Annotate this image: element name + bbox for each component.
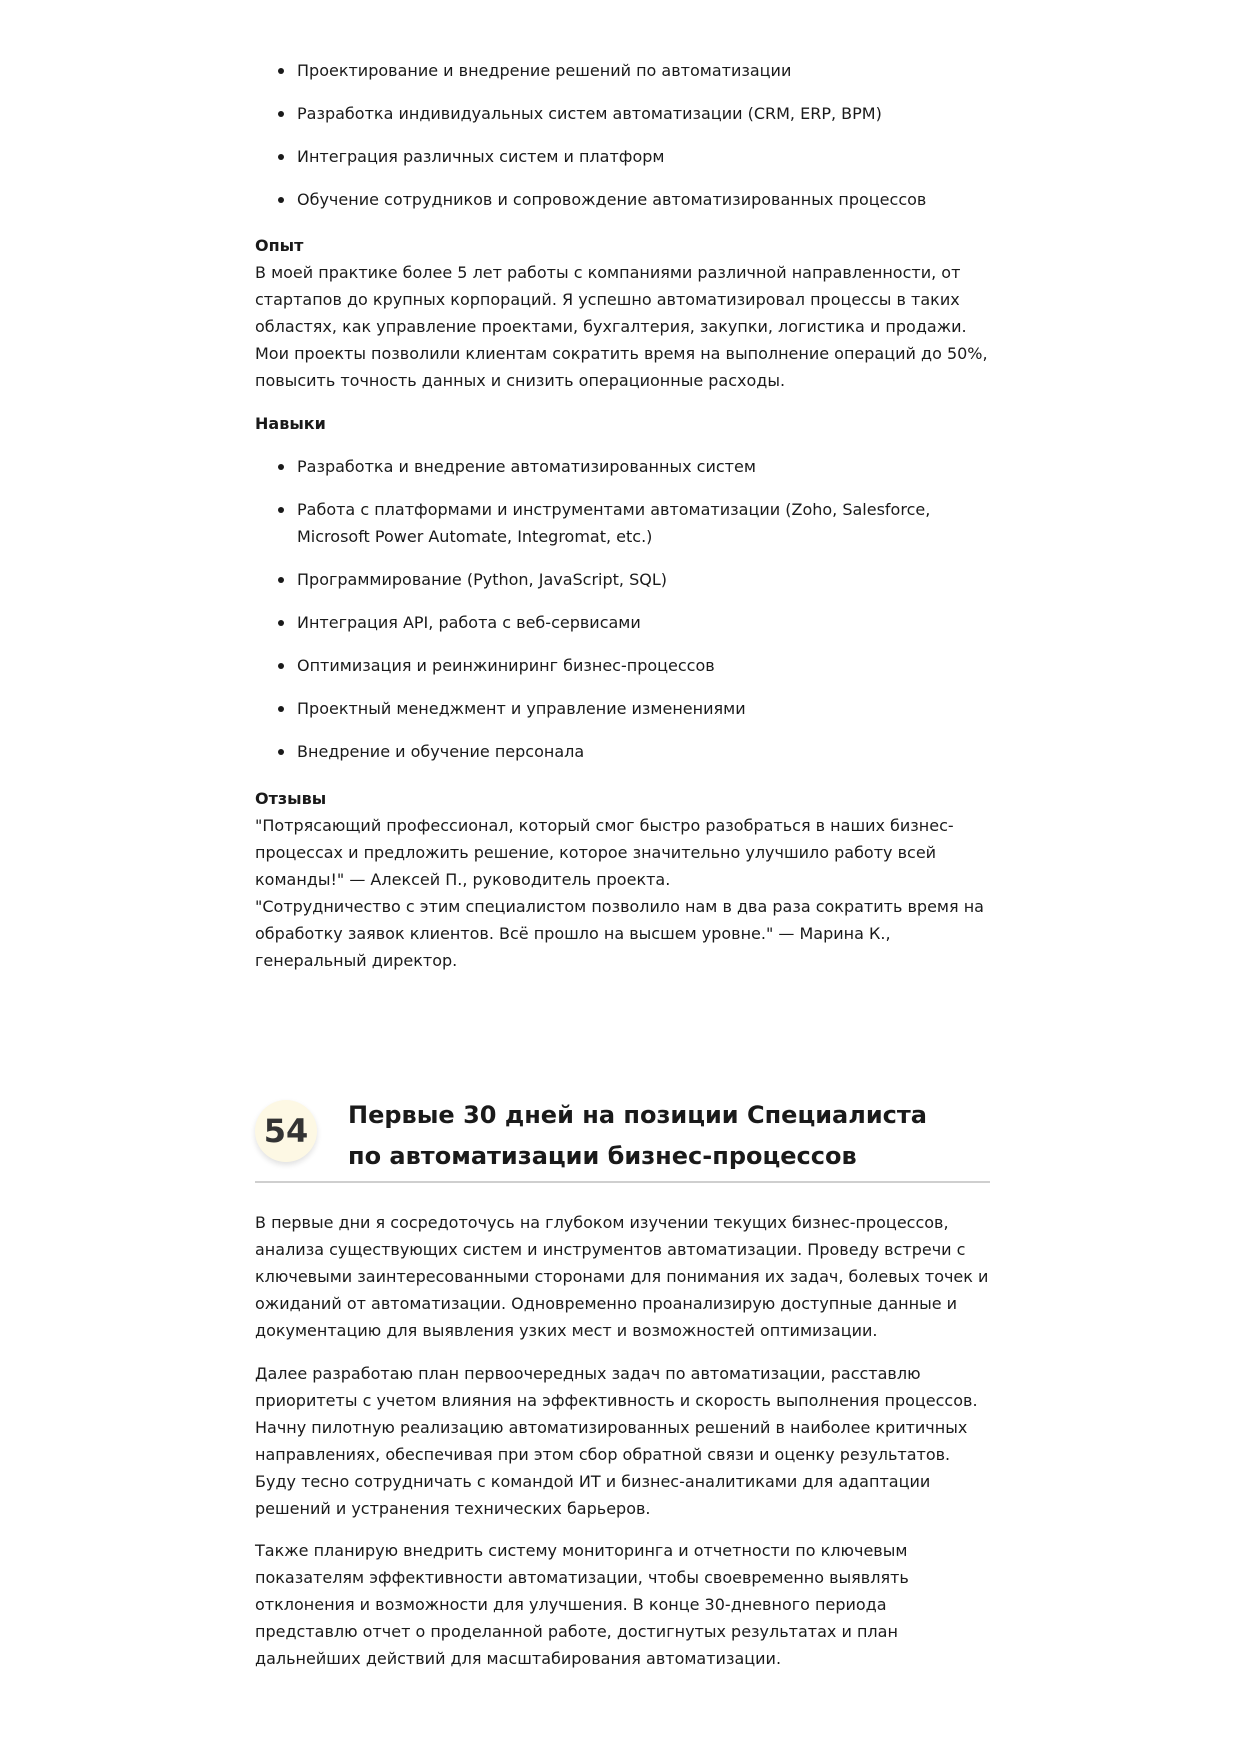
skills-list (255, 453, 990, 781)
section-title: Первые 30 дней на позиции Специалиста по автоматизации бизнес-процессов (348, 1101, 927, 1170)
services-list (255, 57, 990, 229)
list-item: Обучение сотрудников и сопровождение автоматизированных процессов (255, 186, 990, 213)
experience-heading: Опыт (255, 236, 304, 255)
section-number-badge: 54 (255, 1100, 317, 1162)
list-item: Работа с платформами и инструментами автоматизации (Zoho, Salesforce, Microsoft Power Automate, Integromat, etc.) (255, 496, 990, 550)
review-text: "Потрясающий профессионал, который смог быстро разобраться в наших бизнес-процессах и предложить решение, которое значительно улучшило работу всей команды!" — Алексей П., руководитель проекта. (255, 816, 954, 889)
section-paragraph: Далее разработаю план первоочередных задач по автоматизации, расставлю приоритеты с учетом влияния на эффективность и скорость выполнения процессов. Начну пилотную реализацию автоматизированных решений в наиболее критичных направлениях, обеспечивая при этом сбор обратной связи и оценку результатов. Буду тесно сотрудничать с командой ИТ и бизнес-аналитиками для адаптации решений и устранения технических барьеров. (255, 1364, 978, 1518)
list-item: Разработка индивидуальных систем автоматизации (CRM, ERP, BPM) (255, 100, 990, 127)
skills-heading: Навыки (255, 414, 326, 433)
reviews-heading: Отзывы (255, 789, 327, 808)
list-item: Проектирование и внедрение решений по автоматизации (255, 57, 990, 84)
list-item: Разработка и внедрение автоматизированных систем (255, 453, 990, 480)
reviews-block (255, 812, 990, 974)
list-item: Интеграция API, работа с веб-сервисами (255, 609, 990, 636)
review-text: "Сотрудничество с этим специалистом позволило нам в два раза сократить время на обработку заявок клиентов. Всё прошло на высшем уровне." — Марина К., генеральный директор. (255, 897, 984, 970)
experience-text: В моей практике более 5 лет работы с компаниями различной направленности, от стартапов до крупных корпораций. Я успешно автоматизировал процессы в таких областях, как управление проектами, бухгалтерия, закупки, логистика и продажи. Мои проекты позволили клиентам сократить время на выполнение операций до 50%, повысить точность данных и снизить операционные расходы. (255, 263, 988, 390)
section-header (255, 1095, 990, 1183)
list-item: Программирование (Python, JavaScript, SQL) (255, 566, 990, 593)
list-item: Интеграция различных систем и платформ (255, 143, 990, 170)
section-paragraph: В первые дни я сосредоточусь на глубоком изучении текущих бизнес-процессов, анализа существующих систем и инструментов автоматизации. Проведу встречи с ключевыми заинтересованными сторонами для понимания их задач, болевых точек и ожиданий от автоматизации. Одновременно проанализирую доступные данные и документацию для выявления узких мест и возможностей оптимизации. (255, 1213, 989, 1340)
section-paragraph: Также планирую внедрить систему мониторинга и отчетности по ключевым показателям эффективности автоматизации, чтобы своевременно выявлять отклонения и возможности для улучшения. В конце 30-дневного периода представлю отчет о проделанной работе, достигнутых результатах и план дальнейших действий для масштабирования автоматизации. (255, 1541, 909, 1668)
list-item: Оптимизация и реинжиниринг бизнес-процессов (255, 652, 990, 679)
list-item: Внедрение и обучение персонала (255, 738, 990, 765)
list-item: Проектный менеджмент и управление изменениями (255, 695, 990, 722)
